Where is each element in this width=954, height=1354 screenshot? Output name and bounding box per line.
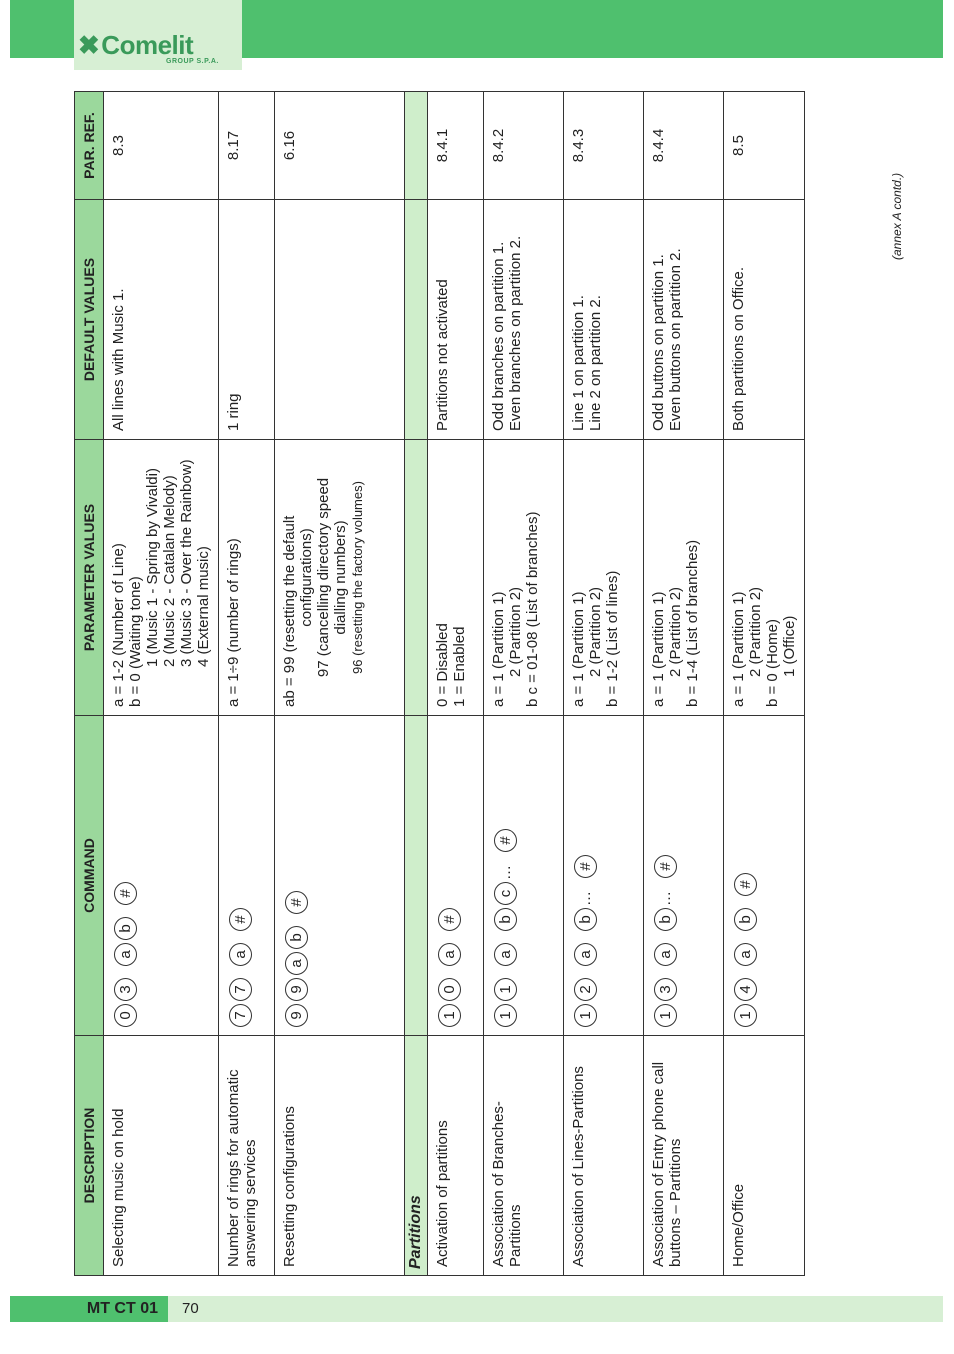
header-defaults: DEFAULT VALUES (75, 200, 104, 440)
table-row (104, 92, 219, 1276)
row-command (275, 716, 405, 1036)
param-line: 2 (Partition 2) (747, 586, 764, 677)
ellipsis: … (577, 891, 594, 906)
key-icon: # (654, 855, 677, 878)
row-parameters (219, 440, 275, 716)
table-row (724, 92, 805, 1276)
param-line: 1 (Music 1 - Spring by Vivaldi) (144, 468, 161, 667)
row-ref: 8.5 (724, 92, 805, 200)
row-command (219, 716, 275, 1036)
row-defaults (724, 200, 805, 440)
row-ref: 8.4.4 (644, 92, 724, 200)
param-line: b = 0 (Home) (764, 619, 781, 707)
header-command: COMMAND (75, 716, 104, 1036)
row-command (104, 716, 219, 1036)
param-line: 3 (Music 3 - Over the Rainbow) (178, 459, 195, 667)
key-icon: b (285, 926, 308, 949)
key-icon: b (114, 917, 137, 940)
row-description: Resetting configurations (275, 1036, 405, 1276)
table-header (75, 92, 104, 1276)
table-row (219, 92, 275, 1276)
default-line: Odd branches on partition 1. (490, 241, 507, 431)
key-icon: b (654, 908, 677, 931)
default-line: 1 ring (225, 393, 242, 431)
key-icon: a (438, 943, 461, 966)
default-line: Even branches on partition 2. (507, 235, 524, 431)
key-icon: c (494, 882, 517, 905)
key-icon: 1 (734, 1004, 757, 1027)
table-row (484, 92, 564, 1276)
default-line: Even buttons on partition 2. (667, 248, 684, 431)
row-ref: 8.4.1 (428, 92, 484, 200)
key-icon: # (494, 829, 517, 852)
key-icon: a (734, 943, 757, 966)
key-icon: 3 (114, 978, 137, 1001)
brand-subtitle: GROUP S.P.A. (166, 58, 219, 65)
row-parameters (724, 440, 805, 716)
key-icon: 1 (494, 1004, 517, 1027)
key-icon: 1 (494, 978, 517, 1001)
doc-code: MT CT 01 (10, 1296, 168, 1322)
param-line: a = 1÷9 (number of rings) (225, 538, 242, 707)
footer-bar (10, 1296, 943, 1322)
row-defaults (564, 200, 644, 440)
key-icon: a (574, 943, 597, 966)
param-line: a = 1 (Partition 1) (570, 591, 587, 707)
header-ref: PAR. REF. (75, 92, 104, 200)
brand-logo (78, 30, 193, 61)
default-line: All lines with Music 1. (110, 288, 127, 431)
key-icon: # (285, 891, 308, 914)
key-icon: # (438, 908, 461, 931)
param-line: configurations) (298, 528, 315, 627)
param-line: 2 (Music 2 - Catalan Melody) (161, 475, 178, 667)
row-defaults (428, 200, 484, 440)
row-defaults (219, 200, 275, 440)
key-icon: 7 (229, 1004, 252, 1027)
comelit-mark-icon: ✖ (78, 30, 100, 60)
param-line: ab = 99 (resetting the default (281, 515, 298, 707)
section-row (405, 92, 428, 1276)
key-icon: 1 (574, 1004, 597, 1027)
section-title: Partitions (405, 1036, 428, 1276)
row-description: Association of Branches-Partitions (484, 1036, 564, 1276)
ellipsis: … (657, 891, 674, 906)
row-defaults (484, 200, 564, 440)
default-line: Line 1 on partition 1. (570, 295, 587, 431)
brand-name: Comelit (101, 30, 194, 60)
table-row (275, 92, 405, 1276)
param-line: a = 1 (Partition 1) (650, 591, 667, 707)
param-line: b = 0 (Waiting tone) (127, 576, 144, 707)
param-line: 2 (Partition 2) (587, 586, 604, 677)
row-description: Activation of partitions (428, 1036, 484, 1276)
row-defaults (104, 200, 219, 440)
row-parameters (428, 440, 484, 716)
param-line: 2 (Partition 2) (507, 586, 524, 677)
param-line: b c = 01-08 (List of branches) (524, 511, 541, 707)
param-line: 2 (Partition 2) (667, 586, 684, 677)
row-command (724, 716, 805, 1036)
row-defaults (644, 200, 724, 440)
row-ref: 8.4.2 (484, 92, 564, 200)
param-line: 97 (cancelling directory speed (315, 477, 332, 678)
default-line: Partitions not activated (434, 279, 451, 431)
key-icon: 1 (654, 1004, 677, 1027)
ellipsis: … (497, 865, 514, 880)
key-icon: # (229, 908, 252, 931)
row-command (564, 716, 644, 1036)
key-icon: a (285, 952, 308, 975)
row-description: Home/Office (724, 1036, 805, 1276)
default-line: Odd buttons on partition 1. (650, 254, 667, 431)
key-icon: a (654, 943, 677, 966)
param-line: 1 (Office) (781, 615, 798, 677)
key-icon: 9 (285, 1004, 308, 1027)
row-command (644, 716, 724, 1036)
row-description: Number of rings for automatic answering services (219, 1036, 275, 1276)
header-description: DESCRIPTION (75, 1036, 104, 1276)
table-row (428, 92, 484, 1276)
param-line: 1 = Enabled (451, 626, 468, 707)
param-line: 0 = Disabled (434, 623, 451, 707)
key-icon: a (114, 943, 137, 966)
key-icon: 0 (114, 1004, 137, 1027)
command-table (74, 91, 805, 1276)
key-icon: a (229, 943, 252, 966)
key-icon: 7 (229, 978, 252, 1001)
key-icon: # (114, 882, 137, 905)
header-parameters: PARAMETER VALUES (75, 440, 104, 716)
key-icon: b (494, 908, 517, 931)
param-line: a = 1 (Partition 1) (490, 591, 507, 707)
key-icon: b (574, 908, 597, 931)
row-defaults (275, 200, 405, 440)
row-parameters (484, 440, 564, 716)
row-parameters (275, 440, 405, 716)
annex-note: (annex A contd.) (890, 172, 904, 260)
key-icon: a (494, 943, 517, 966)
key-icon: 4 (734, 978, 757, 1001)
param-line: a = 1 (Partition 1) (730, 591, 747, 707)
param-line: a = 1-2 (Number of Line) (110, 543, 127, 707)
row-command (428, 716, 484, 1036)
param-line: 96 (resetting the factory volumes) (350, 481, 365, 674)
key-icon: 3 (654, 978, 677, 1001)
row-ref: 8.3 (104, 92, 219, 200)
key-icon: 1 (438, 1004, 461, 1027)
row-ref: 6.16 (275, 92, 405, 200)
key-icon: b (734, 908, 757, 931)
table-row (644, 92, 724, 1276)
default-line: Line 2 on partition 2. (587, 295, 604, 431)
key-icon: 9 (285, 978, 308, 1001)
key-icon: # (574, 855, 597, 878)
key-icon: # (734, 873, 757, 896)
row-parameters (104, 440, 219, 716)
table-row (564, 92, 644, 1276)
row-command (484, 716, 564, 1036)
param-line: 4 (External music) (195, 546, 212, 667)
row-description: Selecting music on hold (104, 1036, 219, 1276)
page-number: 70 (182, 1300, 199, 1317)
key-icon: 0 (438, 978, 461, 1001)
key-icon: 2 (574, 978, 597, 1001)
row-ref: 8.4.3 (564, 92, 644, 200)
row-description: Association of Entry phone call buttons – Partitions (644, 1036, 724, 1276)
row-parameters (644, 440, 724, 716)
row-parameters (564, 440, 644, 716)
row-ref: 8.17 (219, 92, 275, 200)
param-line: dialling numbers) (332, 520, 349, 635)
default-line: Both partitions on Office. (730, 267, 747, 431)
param-line: b = 1-4 (List of branches) (684, 539, 701, 707)
param-line: b = 1-2 (List of lines) (604, 570, 621, 707)
logo-area (74, 0, 242, 70)
rotated-table-frame (74, 92, 878, 1276)
row-description: Association of Lines-Partitions (564, 1036, 644, 1276)
